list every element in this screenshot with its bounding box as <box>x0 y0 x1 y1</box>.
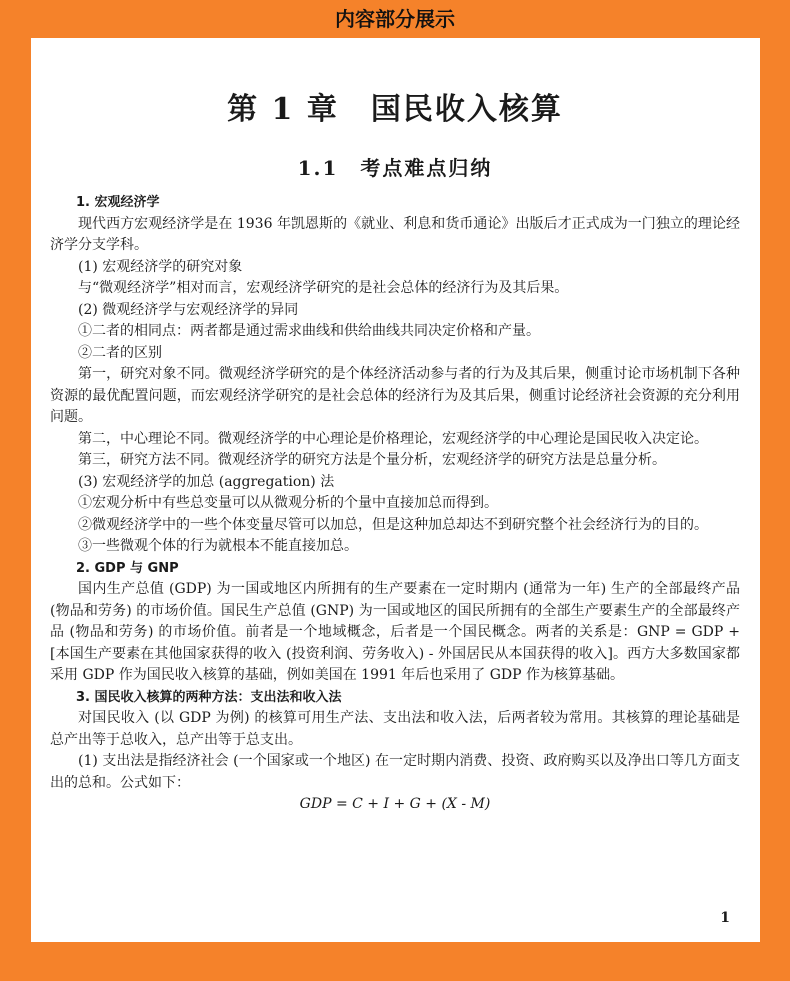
book-page <box>31 38 760 942</box>
chapter-title: 第 1 章 国民收入核算 <box>227 92 563 127</box>
paragraph: 国内生产总值 (GDP) 为一国或地区内所拥有的生产要素在一定时期内 (通常为一年) 生产的全部最终产品 (物品和劳务) 的市场价值。国民生产总值 (GNP) 为一国或地区的国民所拥有的全部生产要素生产的全部最终产品 (物品和劳务) 的市场价值。前者是一个地域概念，后者是一个国民概念。两者的关系是：GNP = GDP + [本国生产要素在其他国家获得的收入 (投资利润、劳务收入) - 外国居民从本国获得的收入]。西方大多数国家都采用 GDP 作为国民收入核算的基础，例如美国在 1991 年后也采用了 GDP 作为核算基础。 <box>50 581 740 683</box>
paragraph: 与“微观经济学”相对而言，宏观经济学研究的是社会总体的经济行为及其后果。 <box>78 280 569 296</box>
paragraph: 第二，中心理论不同。微观经济学的中心理论是价格理论，宏观经济学的中心理论是国民收入决定论。 <box>78 430 708 447</box>
paragraph: 现代西方宏观经济学是在 1936 年凯恩斯的《就业、利息和货币通论》出版后才正式成为一门独立的理论经济学分支学科。 <box>50 215 740 253</box>
paragraph: 第三，研究方法不同。微观经济学的研究方法是个量分析，宏观经济学的研究方法是总量分析。 <box>78 452 666 468</box>
paragraph: ①二者的相同点：两者都是通过需求曲线和供给曲线共同决定价格和产量。 <box>78 323 540 339</box>
paragraph: (3) 宏观经济学的加总 (aggregation) 法 <box>78 473 335 490</box>
paragraph: (1) 宏观经济学的研究对象 <box>78 258 243 275</box>
banner-title: 内容部分展示 <box>335 7 455 31</box>
paragraph: ③一些微观个体的行为就根本不能直接加总。 <box>78 538 358 554</box>
subheading: 1. 宏观经济学 <box>76 195 160 210</box>
paragraph: (2) 微观经济学与宏观经济学的异同 <box>78 301 299 318</box>
paragraph: 第一，研究对象不同。微观经济学研究的是个体经济活动参与者的行为及其后果，侧重讨论市场机制下各种资源的最优配置问题，而宏观经济学研究的是社会总体的经济行为及其后果，侧重讨论经济社会资源的充分利用问题。 <box>50 366 740 425</box>
paragraph: ②微观经济学中的一些个体变量尽管可以加总，但是这种加总却达不到研究整个社会经济行为的目的。 <box>78 516 708 533</box>
paragraph: ②二者的区别 <box>78 344 162 361</box>
paragraph: 对国民收入 (以 GDP 为例) 的核算可用生产法、支出法和收入法，后两者较为常用。其核算的理论基础是总产出等于总收入，总产出等于总支出。 <box>50 710 740 748</box>
formula: GDP = C + I + G + (X - M) <box>299 796 491 812</box>
section-title: 1.1 考点难点归纳 <box>297 156 493 180</box>
paragraph: (1) 支出法是指经济社会 (一个国家或一个地区) 在一定时期内消费、投资、政府购买以及净出口等几方面支出的总和。公式如下： <box>50 753 740 791</box>
page-content <box>50 192 740 816</box>
page-number: 1 <box>720 910 730 926</box>
subheading: 3. 国民收入核算的两种方法：支出法和收入法 <box>76 689 342 705</box>
banner <box>0 0 790 38</box>
paragraph: ①宏观分析中有些总变量可以从微观分析的个量中直接加总而得到。 <box>78 495 498 511</box>
subheading: 2. GDP 与 GNP <box>76 560 179 576</box>
